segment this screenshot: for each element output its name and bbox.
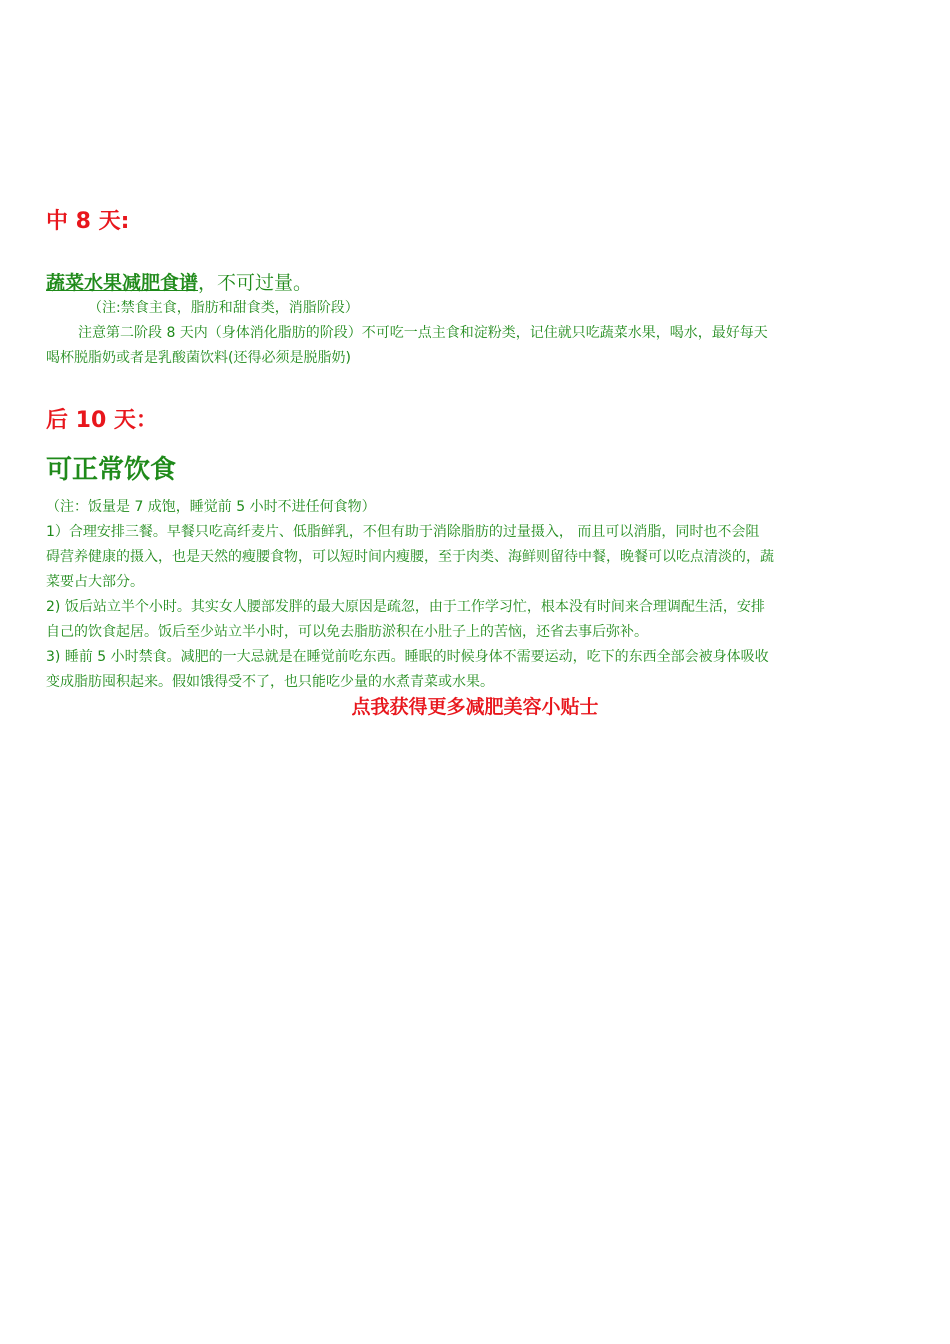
mid-paragraph-line-1: 注意第二阶段 8 天内（身体消化脂肪的阶段）不可吃一点主食和淀粉类，记住就只吃蔬菜水果，喝水，最好每天 — [78, 325, 768, 341]
late-title: 可正常饮食 — [46, 455, 177, 485]
mid-8-days-heading: 中 8 天: — [46, 209, 130, 234]
tip-1-line-2: 碍营养健康的摄入，也是天然的瘦腰食物，可以短时间内瘦腰，至于肉类、海鲜则留待中餐，晚餐可以吃点清淡的，蔬 — [46, 549, 774, 565]
tip-1-line-3: 菜要占大部分。 — [46, 574, 144, 590]
tip-2-line-1: 2) 饭后站立半个小时。其实女人腰部发胖的最大原因是疏忽，由于工作学习忙，根本没有时间来合理调配生活，安排 — [46, 599, 765, 615]
tip-3-line-1: 3) 睡前 5 小时禁食。减肥的一大忌就是在睡觉前吃东西。睡眠的时候身体不需要运动，吃下的东西全部会被身体吸收 — [46, 649, 769, 665]
mid-paragraph-line-2: 喝杯脱脂奶或者是乳酸菌饮料(还得必须是脱脂奶) — [46, 350, 351, 366]
late-note: （注：饭量是 7 成饱，睡觉前 5 小时不进任何食物） — [46, 499, 376, 515]
tip-3-line-2: 变成脂肪囤积起来。假如饿得受不了，也只能吃少量的水煮青菜或水果。 — [46, 674, 494, 690]
tip-2-line-2: 自己的饮食起居。饭后至少站立半小时，可以免去脂肪淤积在小肚子上的苦恼，还省去事后弥补。 — [46, 624, 648, 640]
late-10-days-heading: 后 10 天： — [46, 408, 158, 433]
tip-1-line-1: 1）合理安排三餐。早餐只吃高纤麦片、低脂鲜乳，不但有助于消除脂肪的过量摄入， 而且可以消脂，同时也不会阻 — [46, 524, 760, 540]
more-tips-link[interactable]: 点我获得更多减肥美容小贴士 — [351, 696, 599, 718]
mid-note: （注:禁食主食，脂肪和甜食类，消脂阶段） — [88, 300, 359, 316]
mid-subtitle-bold: 蔬菜水果减肥食谱 — [46, 272, 199, 294]
mid-subtitle-rest: ，不可过量。 — [198, 272, 313, 294]
mid-subtitle — [46, 270, 312, 296]
